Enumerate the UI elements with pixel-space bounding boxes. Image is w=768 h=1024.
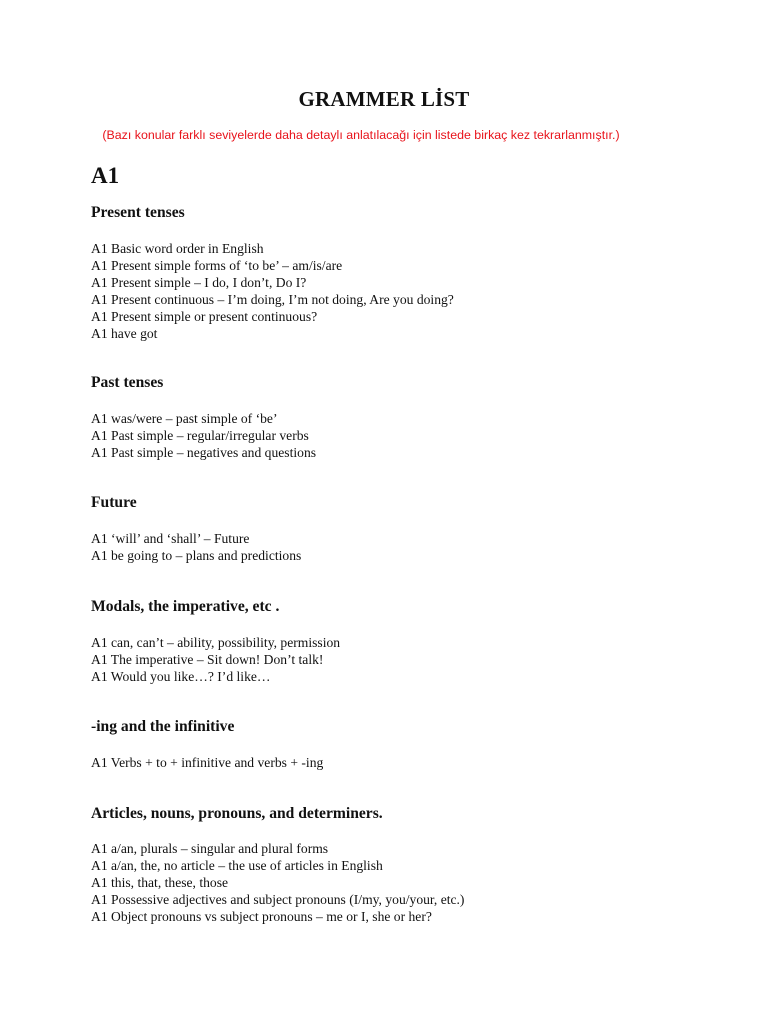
list-item: A1 this, that, these, those (91, 875, 229, 890)
section-list-articles-nouns (91, 840, 464, 925)
list-item: A1 Present simple or present continuous? (91, 309, 318, 324)
list-item: A1 Present continuous – I’m doing, I’m not doing, Are you doing? (91, 292, 454, 307)
list-item: A1 Present simple – I do, I don’t, Do I? (91, 275, 307, 290)
list-item: A1 Present simple forms of ‘to be’ – am/is/are (91, 258, 343, 273)
section-title-modals: Modals, the imperative, etc . (91, 598, 280, 615)
section-list-ing-infinitive (91, 754, 323, 771)
list-item: A1 Past simple – regular/irregular verbs (91, 428, 309, 443)
section-title-articles-nouns: Articles, nouns, pronouns, and determiners. (91, 805, 383, 822)
section-list-past-tenses (91, 410, 316, 461)
list-item: A1 Basic word order in English (91, 241, 264, 256)
list-item: A1 ‘will’ and ‘shall’ – Future (91, 531, 250, 546)
document-title: GRAMMER LİST (298, 87, 470, 111)
list-item: A1 was/were – past simple of ‘be’ (91, 411, 278, 426)
list-item: A1 Would you like…? I’d like… (91, 669, 271, 684)
section-list-future (91, 530, 301, 564)
section-title-past-tenses: Past tenses (91, 374, 164, 391)
level-heading: A1 (91, 163, 120, 188)
section-title-ing-infinitive: -ing and the infinitive (91, 718, 235, 735)
list-item: A1 have got (91, 326, 158, 341)
section-list-present-tenses (91, 240, 454, 342)
list-item: A1 The imperative – Sit down! Don’t talk! (91, 652, 324, 667)
list-item: A1 a/an, plurals – singular and plural forms (91, 841, 329, 856)
section-title-future: Future (91, 494, 137, 511)
list-item: A1 can, can’t – ability, possibility, permission (91, 635, 341, 650)
list-item: A1 Verbs + to + infinitive and verbs + -ing (91, 755, 324, 770)
list-item: A1 a/an, the, no article – the use of articles in English (91, 858, 383, 873)
list-item: A1 Possessive adjectives and subject pronouns (I/my, you/your, etc.) (91, 892, 465, 907)
list-item: A1 Object pronouns vs subject pronouns – me or I, she or her? (91, 909, 432, 924)
list-item: A1 Past simple – negatives and questions (91, 445, 317, 460)
section-list-modals (91, 634, 340, 685)
section-title-present-tenses: Present tenses (91, 204, 185, 221)
list-item: A1 be going to – plans and predictions (91, 548, 302, 563)
document-note: (Bazı konular farklı seviyelerde daha detaylı anlatılacağı için listede birkaç kez tekrarlanmıştır.) (102, 128, 620, 142)
